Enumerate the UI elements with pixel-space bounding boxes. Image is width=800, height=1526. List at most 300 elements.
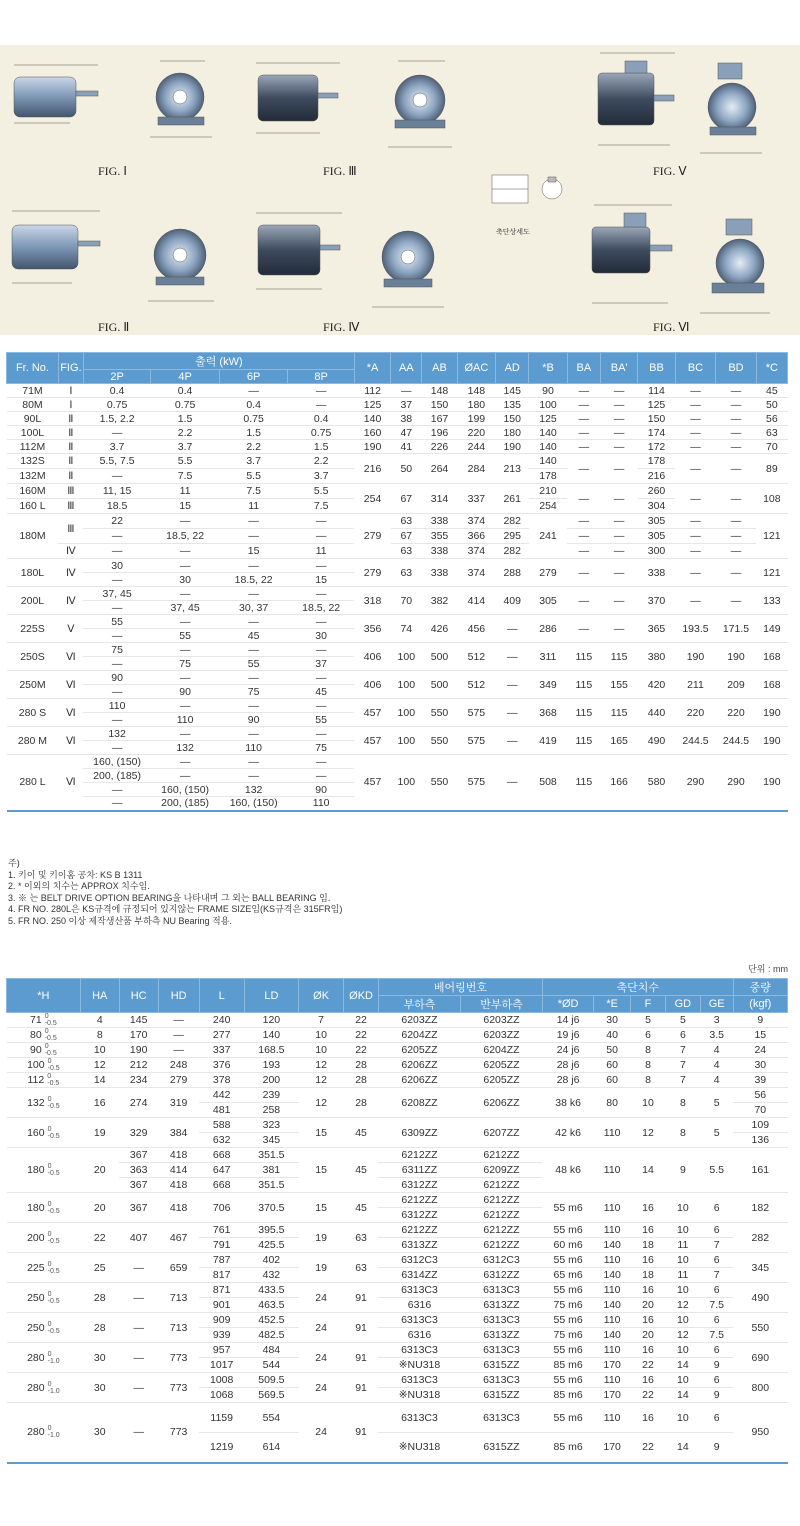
- table-cell: 7.5: [700, 1298, 733, 1313]
- table-cell: 196: [422, 426, 457, 440]
- table-cell: 0.75: [219, 412, 288, 426]
- table-cell: 0.4: [151, 384, 220, 398]
- table-cell: —: [716, 514, 757, 529]
- table-cell: 311: [529, 643, 567, 671]
- fig-3-label: FIG. Ⅲ: [323, 164, 357, 178]
- table-cell: 45: [344, 1118, 379, 1148]
- table-cell: 133: [756, 587, 787, 615]
- table-cell: 1068: [199, 1388, 244, 1403]
- table-cell: 338: [422, 544, 457, 559]
- table-cell: 148: [422, 384, 457, 398]
- table-row: [7, 529, 788, 544]
- table-cell: 713: [158, 1313, 199, 1343]
- table-cell: 37, 45: [83, 587, 151, 601]
- table-cell: 160M: [7, 484, 59, 499]
- table-cell: 6205ZZ: [378, 1043, 460, 1058]
- table-cell: 244.5: [716, 727, 757, 755]
- col-weight: 중량: [733, 979, 787, 996]
- table-cell: 200, (185): [83, 769, 151, 783]
- table-cell: —: [219, 727, 288, 741]
- table-cell: 5.5: [219, 469, 288, 484]
- tolerance-upper: 0: [47, 1058, 52, 1065]
- table-cell: 132: [83, 727, 151, 741]
- table-cell: 216: [638, 469, 675, 484]
- table-cell: 55: [219, 657, 288, 671]
- col-antiload: 반부하측: [460, 996, 542, 1013]
- table-cell: 7.5: [151, 469, 220, 484]
- table-cell: 367: [119, 1193, 158, 1223]
- dimension-bearing-table: [6, 978, 788, 1464]
- table-cell: —: [496, 699, 529, 727]
- table-cell: Ⅳ: [58, 587, 83, 615]
- col-ha: HA: [80, 979, 119, 1013]
- table-cell: 0.4: [83, 384, 151, 398]
- table-cell: 37: [288, 657, 354, 671]
- tolerance-upper: 0: [47, 1163, 52, 1170]
- table-cell: 24: [299, 1373, 344, 1403]
- fig-4-label: FIG. Ⅳ: [323, 320, 360, 334]
- table-cell: 419: [529, 727, 567, 755]
- table-cell: 30: [80, 1343, 119, 1373]
- table-cell: 63: [344, 1223, 379, 1253]
- table-cell: 11: [151, 484, 220, 499]
- table-cell: 6313C3: [378, 1313, 460, 1328]
- table-cell: —: [600, 559, 637, 587]
- table-row: [7, 1373, 788, 1388]
- table-cell: —: [83, 713, 151, 727]
- table-cell: 38: [391, 412, 422, 426]
- table-cell: 170: [594, 1433, 631, 1463]
- col-6p: 6P: [219, 370, 288, 384]
- table-cell: 295: [496, 529, 529, 544]
- table-cell: 463.5: [244, 1298, 298, 1313]
- table-cell: 6: [700, 1193, 733, 1223]
- tolerance: [48, 1321, 60, 1335]
- table-cell: 365: [638, 615, 675, 643]
- table-cell: —: [83, 544, 151, 559]
- table-cell: 190: [756, 699, 787, 727]
- table-cell: 75: [83, 643, 151, 657]
- h-cell: [7, 1058, 81, 1073]
- table-cell: 74: [391, 615, 422, 643]
- table-cell: 6315ZZ: [460, 1433, 542, 1463]
- table-cell: 65 m6: [542, 1268, 593, 1283]
- h-cell: [7, 1403, 81, 1463]
- table-cell: 512: [457, 643, 495, 671]
- table-cell: Ⅲ: [58, 484, 83, 499]
- table-cell: 22: [631, 1388, 666, 1403]
- note-line: 1. 키이 및 키이홈 공차: KS B 1311: [8, 869, 143, 880]
- table-cell: —: [288, 727, 354, 741]
- col-2p: 2P: [83, 370, 151, 384]
- table-cell: 55 m6: [542, 1283, 593, 1298]
- table-cell: —: [675, 514, 716, 529]
- table-cell: 45: [219, 629, 288, 643]
- table-cell: 254: [529, 499, 567, 514]
- table-cell: 91: [344, 1373, 379, 1403]
- table-cell: 28: [80, 1313, 119, 1343]
- table-cell: 8: [665, 1088, 700, 1118]
- table-cell: 15: [219, 544, 288, 559]
- table-cell: Ⅵ: [58, 727, 83, 755]
- table-cell: 50: [391, 454, 422, 484]
- col-ab: AB: [422, 353, 457, 384]
- table-cell: 190: [354, 440, 390, 454]
- table-cell: 304: [638, 499, 675, 514]
- table-cell: 426: [422, 615, 457, 643]
- table-cell: 42 k6: [542, 1118, 593, 1148]
- table-cell: —: [119, 1403, 158, 1463]
- table-row: [7, 544, 788, 559]
- table-cell: 6311ZZ: [378, 1163, 460, 1178]
- table-cell: 15: [288, 573, 354, 587]
- table-cell: 9: [700, 1433, 733, 1463]
- table-row: [7, 440, 788, 454]
- table-cell: 550: [422, 755, 457, 811]
- table-cell: 6212ZZ: [378, 1148, 460, 1163]
- table-cell: 160, (150): [151, 783, 220, 797]
- table-cell: 5.5: [288, 484, 354, 499]
- h-value: 200: [27, 1231, 45, 1244]
- table-cell: —: [83, 573, 151, 587]
- table-cell: —: [83, 783, 151, 797]
- table-cell: 402: [244, 1253, 298, 1268]
- table-cell: 6313C3: [378, 1373, 460, 1388]
- tolerance-lower: -1.0: [47, 1357, 60, 1365]
- table-cell: 12: [299, 1088, 344, 1118]
- table-cell: 30: [288, 629, 354, 643]
- table-cell: 115: [567, 727, 600, 755]
- table-cell: 30: [80, 1403, 119, 1463]
- table-cell: 6: [700, 1313, 733, 1328]
- table-cell: —: [675, 559, 716, 587]
- table-cell: 63: [391, 559, 422, 587]
- table-cell: 3.7: [288, 469, 354, 484]
- table-cell: 0.4: [288, 412, 354, 426]
- table-cell: 80M: [7, 398, 59, 412]
- table-cell: 150: [496, 412, 529, 426]
- table-row: [7, 643, 788, 657]
- table-cell: 7.5: [700, 1328, 733, 1343]
- col-ba2: BA': [600, 353, 637, 384]
- table-cell: 16: [631, 1313, 666, 1328]
- table-cell: —: [219, 587, 288, 601]
- table-cell: 160, (150): [83, 755, 151, 769]
- table-cell: ※NU318: [378, 1388, 460, 1403]
- table-cell: 7: [665, 1073, 700, 1088]
- table-cell: 382: [422, 587, 457, 615]
- tolerance-lower: -0.5: [47, 1102, 60, 1110]
- table-cell: 318: [354, 587, 390, 615]
- h-value: 100: [27, 1058, 45, 1071]
- table-cell: 244: [457, 440, 495, 454]
- h-cell: [7, 1283, 81, 1313]
- tolerance-upper: 0: [44, 1013, 49, 1020]
- table-cell: 11, 15: [83, 484, 151, 499]
- table-cell: 258: [244, 1103, 298, 1118]
- table-cell: 12: [665, 1298, 700, 1313]
- table-cell: —: [151, 587, 220, 601]
- table-cell: 115: [567, 671, 600, 699]
- table-cell: —: [151, 514, 220, 529]
- tolerance-upper: 0: [47, 1350, 52, 1358]
- tolerance-lower: -0.5: [47, 1170, 60, 1177]
- table-cell: Ⅵ: [58, 699, 83, 727]
- table-cell: 569.5: [244, 1388, 298, 1403]
- table-cell: 10: [631, 1088, 666, 1118]
- table-cell: 15: [299, 1148, 344, 1193]
- table-cell: —: [119, 1373, 158, 1403]
- table-cell: 30: [80, 1373, 119, 1403]
- table-cell: 957: [199, 1343, 244, 1358]
- table-cell: 24: [299, 1313, 344, 1343]
- table-cell: Ⅱ: [58, 440, 83, 454]
- table-cell: 18: [631, 1238, 666, 1253]
- table-cell: 110: [594, 1373, 631, 1388]
- table-cell: 380: [638, 643, 675, 671]
- h-value: 112: [27, 1073, 45, 1086]
- table-cell: 115: [567, 755, 600, 811]
- table-cell: 110: [594, 1343, 631, 1358]
- table-row: [7, 1088, 788, 1103]
- table-cell: 22: [344, 1043, 379, 1058]
- table-cell: 22: [344, 1013, 379, 1028]
- table-cell: 14 j6: [542, 1013, 593, 1028]
- tolerance-lower: -0.5: [47, 1327, 60, 1335]
- table-cell: 170: [594, 1388, 631, 1403]
- table-cell: 305: [529, 587, 567, 615]
- table-cell: 550: [422, 699, 457, 727]
- table-cell: 8: [665, 1118, 700, 1148]
- table-cell: 100: [529, 398, 567, 412]
- table-cell: —: [600, 484, 637, 514]
- table-cell: 3.7: [83, 440, 151, 454]
- table-cell: 6212ZZ: [460, 1238, 542, 1253]
- table-cell: 381: [244, 1163, 298, 1178]
- table-cell: 20: [80, 1148, 119, 1193]
- table-cell: 10: [299, 1043, 344, 1058]
- note-line: 5. FR NO. 250 이상 제작생산품 부하측 NU Bearing 적용.: [8, 915, 232, 926]
- table-cell: —: [83, 685, 151, 699]
- table-cell: —: [151, 727, 220, 741]
- table-cell: 145: [119, 1013, 158, 1028]
- table-cell: 440: [638, 699, 675, 727]
- table-row: [7, 1193, 788, 1208]
- shaft-detail-label: 축단상세도: [496, 228, 530, 236]
- h-cell: [7, 1148, 81, 1193]
- table-cell: 110: [288, 797, 354, 811]
- table-cell: 706: [199, 1193, 244, 1223]
- tolerance-upper: 0: [47, 1200, 52, 1208]
- table-cell: 80: [594, 1088, 631, 1118]
- table-cell: 12: [299, 1073, 344, 1088]
- table-cell: 160, (150): [219, 797, 288, 811]
- table-cell: 190: [496, 440, 529, 454]
- table-cell: —: [288, 671, 354, 685]
- table-cell: 280 S: [7, 699, 59, 727]
- table-cell: 6313C3: [378, 1343, 460, 1358]
- table-cell: 8: [80, 1028, 119, 1043]
- table-row: [7, 1013, 788, 1028]
- table-cell: 110: [594, 1283, 631, 1298]
- table-cell: 213: [496, 454, 529, 484]
- table-cell: —: [496, 615, 529, 643]
- table-cell: 314: [422, 484, 457, 514]
- h-value: 90: [30, 1043, 42, 1056]
- table-cell: 148: [457, 384, 495, 398]
- table-cell: —: [219, 514, 288, 529]
- tolerance: [48, 1201, 60, 1215]
- table-cell: —: [567, 440, 600, 454]
- table-cell: 110: [594, 1193, 631, 1223]
- table-cell: 70: [733, 1103, 787, 1118]
- table-cell: 110: [83, 699, 151, 713]
- table-cell: Ⅱ: [58, 412, 83, 426]
- table-cell: 10: [665, 1253, 700, 1268]
- col-output: 출력 (kW): [83, 353, 354, 370]
- table-cell: 338: [422, 559, 457, 587]
- table-cell: 370.5: [244, 1193, 298, 1223]
- table-row: [7, 426, 788, 440]
- table-cell: 40: [594, 1028, 631, 1043]
- table-cell: 290: [675, 755, 716, 811]
- table-cell: 345: [244, 1133, 298, 1148]
- table-cell: 121: [756, 514, 787, 559]
- table-cell: —: [600, 544, 637, 559]
- tolerance: [47, 1073, 59, 1087]
- tolerance: [48, 1058, 60, 1072]
- table-cell: 481: [199, 1103, 244, 1118]
- col-frno: Fr. No.: [7, 353, 59, 384]
- table-cell: 70: [391, 587, 422, 615]
- table-cell: 713: [158, 1283, 199, 1313]
- table-cell: 7: [700, 1268, 733, 1283]
- table-cell: 135: [496, 398, 529, 412]
- table-cell: 190: [119, 1043, 158, 1058]
- table-cell: 160 L: [7, 499, 59, 514]
- table-cell: 418: [158, 1193, 199, 1223]
- table-row: [7, 671, 788, 685]
- h-cell: [7, 1118, 81, 1148]
- tolerance: [48, 1425, 60, 1439]
- table-cell: 550: [733, 1313, 787, 1343]
- table-cell: 425.5: [244, 1238, 298, 1253]
- table-cell: 16: [631, 1283, 666, 1298]
- table-cell: 9: [700, 1388, 733, 1403]
- table-cell: 8: [631, 1058, 666, 1073]
- table-row: [7, 1073, 788, 1088]
- table-cell: 432: [244, 1268, 298, 1283]
- table-cell: —: [496, 727, 529, 755]
- table-cell: 226: [422, 440, 457, 454]
- table-cell: 2.2: [151, 426, 220, 440]
- table-cell: —: [716, 398, 757, 412]
- tolerance-lower: -0.5: [47, 1297, 60, 1305]
- table-cell: 509.5: [244, 1373, 298, 1388]
- h-value: 280: [27, 1381, 45, 1394]
- table-cell: 490: [638, 727, 675, 755]
- table-cell: 6: [700, 1253, 733, 1268]
- table-cell: Ⅱ: [58, 469, 83, 484]
- col-h: *H: [7, 979, 81, 1013]
- table-cell: 254: [354, 484, 390, 514]
- table-cell: —: [675, 398, 716, 412]
- h-cell: [7, 1013, 81, 1028]
- table-cell: —: [288, 587, 354, 601]
- table-cell: 85 m6: [542, 1433, 593, 1463]
- table-cell: —: [288, 615, 354, 629]
- table-cell: 140: [529, 426, 567, 440]
- table-cell: —: [675, 484, 716, 514]
- table-cell: 22: [83, 514, 151, 529]
- table-cell: 7.5: [288, 499, 354, 514]
- table-cell: 18.5, 22: [288, 601, 354, 615]
- col-e: *E: [594, 996, 631, 1013]
- table-cell: 10: [80, 1043, 119, 1058]
- table-cell: —: [600, 426, 637, 440]
- fig-2-label: FIG. Ⅱ: [98, 320, 130, 334]
- table-cell: 773: [158, 1343, 199, 1373]
- table-cell: —: [219, 671, 288, 685]
- table-cell: 10: [665, 1223, 700, 1238]
- table-cell: 28: [344, 1088, 379, 1118]
- col-hc: HC: [119, 979, 158, 1013]
- table-cell: 5.5: [151, 454, 220, 469]
- table-cell: 10: [299, 1028, 344, 1043]
- tolerance-lower: -0.5: [47, 1207, 60, 1215]
- note-line: 2. * 이외의 치수는 APPROX 치수임.: [8, 881, 150, 891]
- table-row: [7, 1313, 788, 1328]
- table-cell: 220: [675, 699, 716, 727]
- table-cell: 108: [756, 484, 787, 514]
- table-cell: 18.5, 22: [219, 573, 288, 587]
- h-cell: [7, 1028, 81, 1043]
- col-d: *ØD: [542, 996, 593, 1013]
- table-cell: 8: [631, 1073, 666, 1088]
- table-cell: 761: [199, 1223, 244, 1238]
- table-cell: 75: [219, 685, 288, 699]
- table-cell: 452.5: [244, 1313, 298, 1328]
- table-cell: 367: [119, 1148, 158, 1163]
- table-cell: 16: [631, 1193, 666, 1223]
- tolerance-lower: -0.5: [47, 1080, 60, 1087]
- table-row: [7, 587, 788, 601]
- table-cell: 178: [638, 454, 675, 469]
- table-cell: 100: [391, 699, 422, 727]
- table-cell: —: [288, 398, 354, 412]
- table-cell: 19: [299, 1223, 344, 1253]
- table-cell: 45: [344, 1148, 379, 1193]
- col-hd: HD: [158, 979, 199, 1013]
- table-cell: 41: [391, 440, 422, 454]
- table-cell: 115: [567, 643, 600, 671]
- table-cell: 374: [457, 544, 495, 559]
- table-cell: 0.75: [288, 426, 354, 440]
- table-cell: 690: [733, 1343, 787, 1373]
- col-ad: AD: [496, 353, 529, 384]
- table-cell: —: [151, 769, 220, 783]
- table-row: [7, 1058, 788, 1073]
- table-cell: 18: [631, 1268, 666, 1283]
- table-cell: 55 m6: [542, 1253, 593, 1268]
- table-cell: 166: [600, 755, 637, 811]
- table-cell: 5: [700, 1118, 733, 1148]
- table-cell: —: [600, 454, 637, 484]
- table-cell: 75 m6: [542, 1328, 593, 1343]
- table-cell: 4: [700, 1058, 733, 1073]
- table-cell: —: [119, 1343, 158, 1373]
- table-cell: 355: [422, 529, 457, 544]
